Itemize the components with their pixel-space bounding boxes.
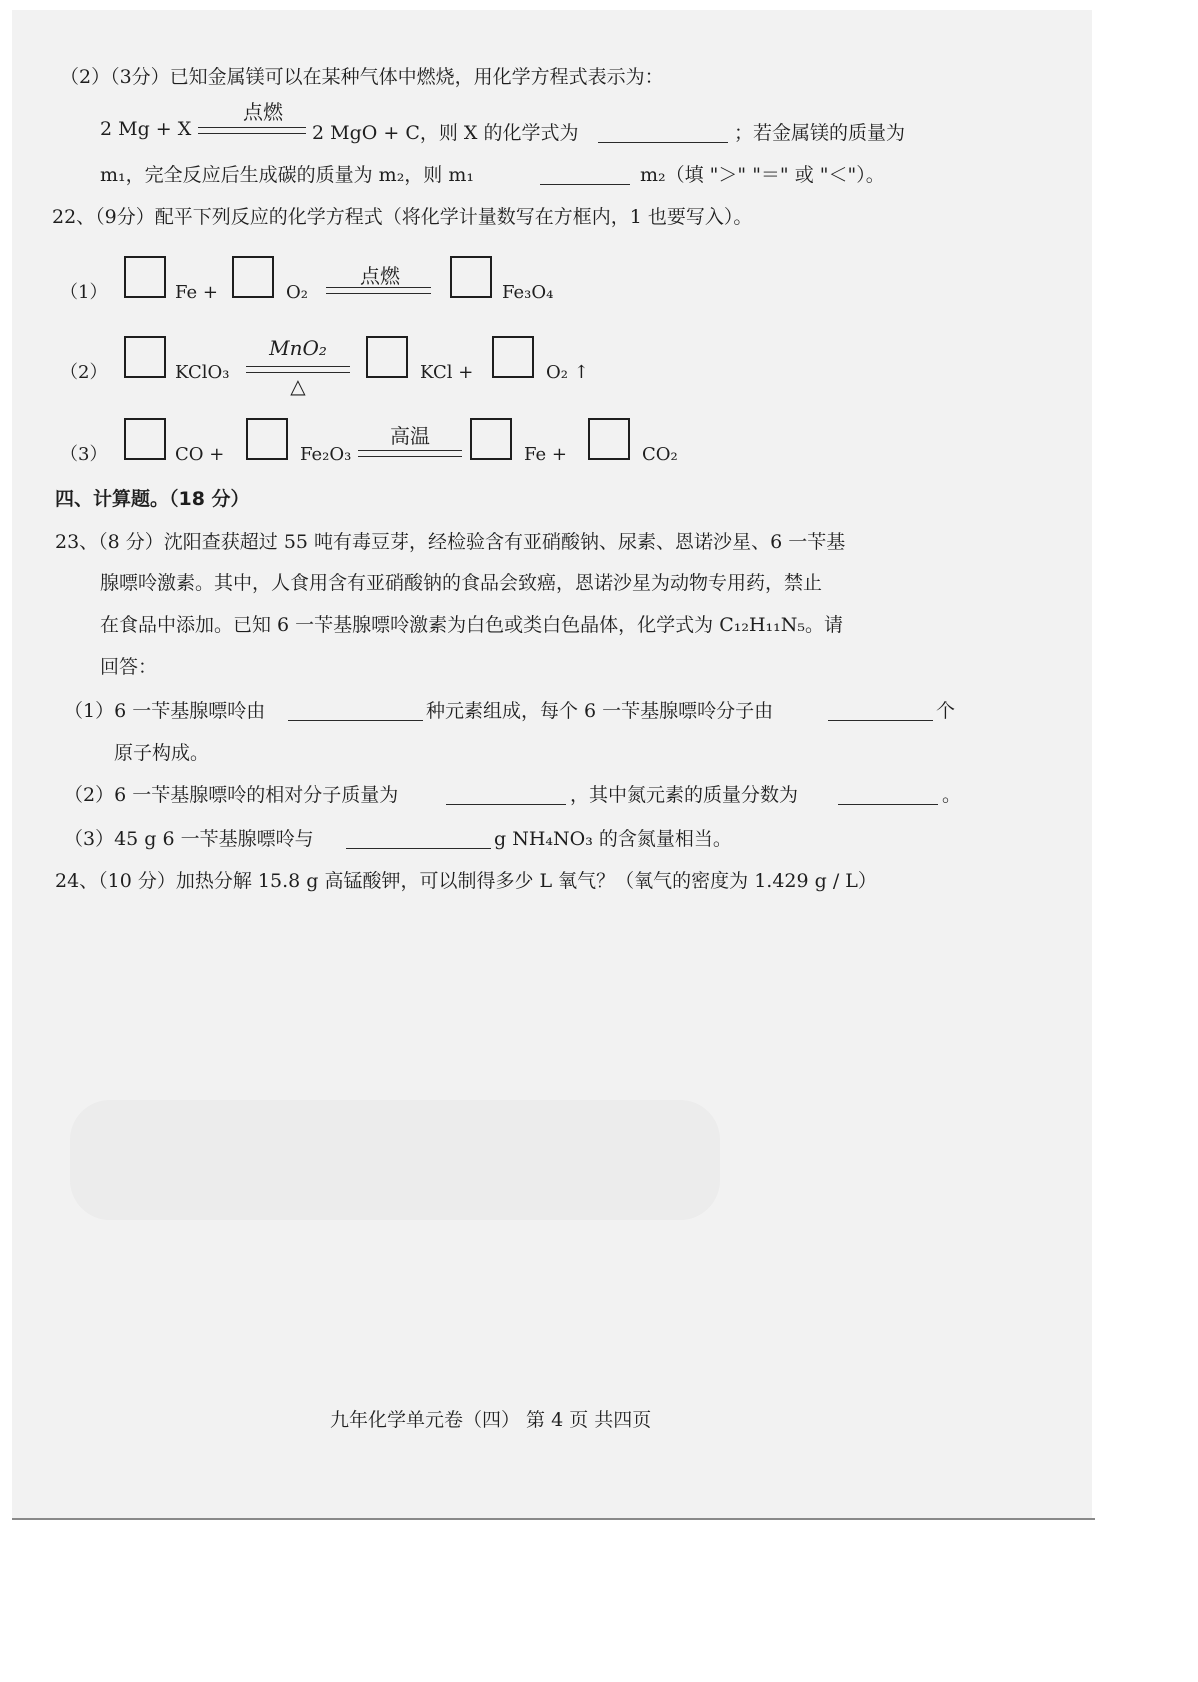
q22-eq3-co2: CO₂ (642, 444, 678, 465)
q22-eq1-fe3o4: Fe₃O₄ (502, 282, 554, 303)
q21-answer-x-blank[interactable] (598, 122, 728, 143)
q22-eq1-condition: 点燃 (360, 264, 400, 288)
q23-p2-b: ，其中氮元素的质量分数为 (570, 784, 799, 806)
q23-p2-a: （2）6 一苄基腺嘌呤的相对分子质量为 (64, 784, 399, 806)
q21-eq-tail: ；若金属镁的质量为 (734, 122, 906, 144)
page-footer: 九年化学单元卷（四） 第 4 页 共四页 (330, 1409, 652, 1431)
q23-line4: 回答： (100, 656, 158, 678)
q22-eq2-condition-heat: △ (290, 374, 306, 398)
q24-line1: 24、（10 分）加热分解 15.8 g 高锰酸钾，可以制得多少 L 氧气？（氧气的密度为 1.429 g / L） (55, 870, 877, 892)
q22-eq3-coefficient-box-3[interactable] (470, 418, 512, 460)
q22-eq2-number: （2） (60, 362, 108, 383)
q23-p2-molar-mass-blank[interactable] (446, 784, 566, 805)
q22-eq2-sign (246, 366, 350, 373)
q22-eq2-condition-catalyst: MnO₂ (269, 336, 327, 360)
q22-eq1-coefficient-box-2[interactable] (232, 256, 274, 298)
scan-smudge (70, 1100, 720, 1220)
q21-part2-line3a: m₁，完全反应后生成碳的质量为 m₂，则 m₁ (100, 164, 474, 186)
q22-eq3-fe: Fe + (524, 444, 567, 465)
sheet-bottom-edge (12, 1518, 1095, 1520)
q21-part2-line1: （2）（3分）已知金属镁可以在某种气体中燃烧，用化学方程式表示为： (60, 66, 664, 88)
q23-p1-element-count-blank[interactable] (288, 700, 423, 721)
q22-eq2-coefficient-box-1[interactable] (124, 336, 166, 378)
q22-eq1-sign (326, 287, 431, 294)
q23-p2-c: 。 (942, 784, 962, 806)
q22-eq3-coefficient-box-4[interactable] (588, 418, 630, 460)
q21-eq-condition: 点燃 (243, 100, 283, 124)
q22-eq3-number: （3） (60, 444, 108, 465)
exam-sheet (12, 10, 1092, 1520)
q21-part2-line3b: m₂（填 "＞" "＝" 或 "＜"）。 (640, 164, 885, 186)
q22-eq2-kcl: KCl + (420, 362, 474, 383)
q23-line3: 在食品中添加。已知 6 一苄基腺嘌呤激素为白色或类白色晶体，化学式为 C₁₂H₁₁N₅。请 (100, 614, 844, 636)
q23-p1-b: 种元素组成，每个 6 一苄基腺嘌呤分子由 (426, 700, 774, 722)
q23-p3-a: （3）45 g 6 一苄基腺嘌呤与 (64, 828, 314, 850)
q22-eq3-sign (358, 450, 462, 457)
q22-eq1-coefficient-box-1[interactable] (124, 256, 166, 298)
q22-eq3-coefficient-box-1[interactable] (124, 418, 166, 460)
q23-p1-atom-count-blank[interactable] (828, 700, 933, 721)
q22-eq1-o2: O₂ (286, 282, 308, 303)
q22-eq3-condition: 高温 (390, 424, 430, 448)
q23-p3-b: g NH₄NO₃ 的含氮量相当。 (494, 828, 732, 850)
q22-eq2-kclo3: KClO₃ (175, 362, 230, 383)
q22-eq2-coefficient-box-3[interactable] (492, 336, 534, 378)
q23-p1-c: 个 (936, 700, 956, 722)
q23-p3-mass-blank[interactable] (346, 828, 491, 849)
q23-line2: 腺嘌呤激素。其中，人食用含有亚硝酸钠的食品会致癌，恩诺沙星为动物专用药，禁止 (100, 572, 823, 594)
q22-eq3-fe2o3: Fe₂O₃ (300, 444, 352, 465)
q23-line1: 23、（8 分）沈阳查获超过 55 吨有毒豆芽，经检验含有亚硝酸钠、尿素、恩诺沙星、6 一苄基 (55, 531, 846, 553)
q23-p1-d: 原子构成。 (114, 742, 210, 764)
q22-eq2-o2: O₂ ↑ (546, 362, 589, 383)
q23-p2-nitrogen-fraction-blank[interactable] (838, 784, 938, 805)
q21-eq-left: 2 Mg + X (100, 118, 192, 140)
q22-eq1-coefficient-box-3[interactable] (450, 256, 492, 298)
q22-eq1-fe: Fe + (175, 282, 218, 303)
q22-eq1-number: （1） (60, 282, 108, 303)
section4-title: 四、计算题。（18 分） (55, 488, 250, 510)
q22-title: 22、（9分）配平下列反应的化学方程式（将化学计量数写在方框内，1 也要写入）。 (52, 206, 753, 228)
q23-p1-a: （1）6 一苄基腺嘌呤由 (64, 700, 266, 722)
q22-eq3-coefficient-box-2[interactable] (246, 418, 288, 460)
q22-eq3-co: CO + (175, 444, 225, 465)
q21-eq-sign (198, 127, 306, 134)
q22-eq2-coefficient-box-2[interactable] (366, 336, 408, 378)
q21-eq-right: 2 MgO + C，则 X 的化学式为 (312, 122, 579, 144)
q21-answer-compare-blank[interactable] (540, 164, 630, 185)
